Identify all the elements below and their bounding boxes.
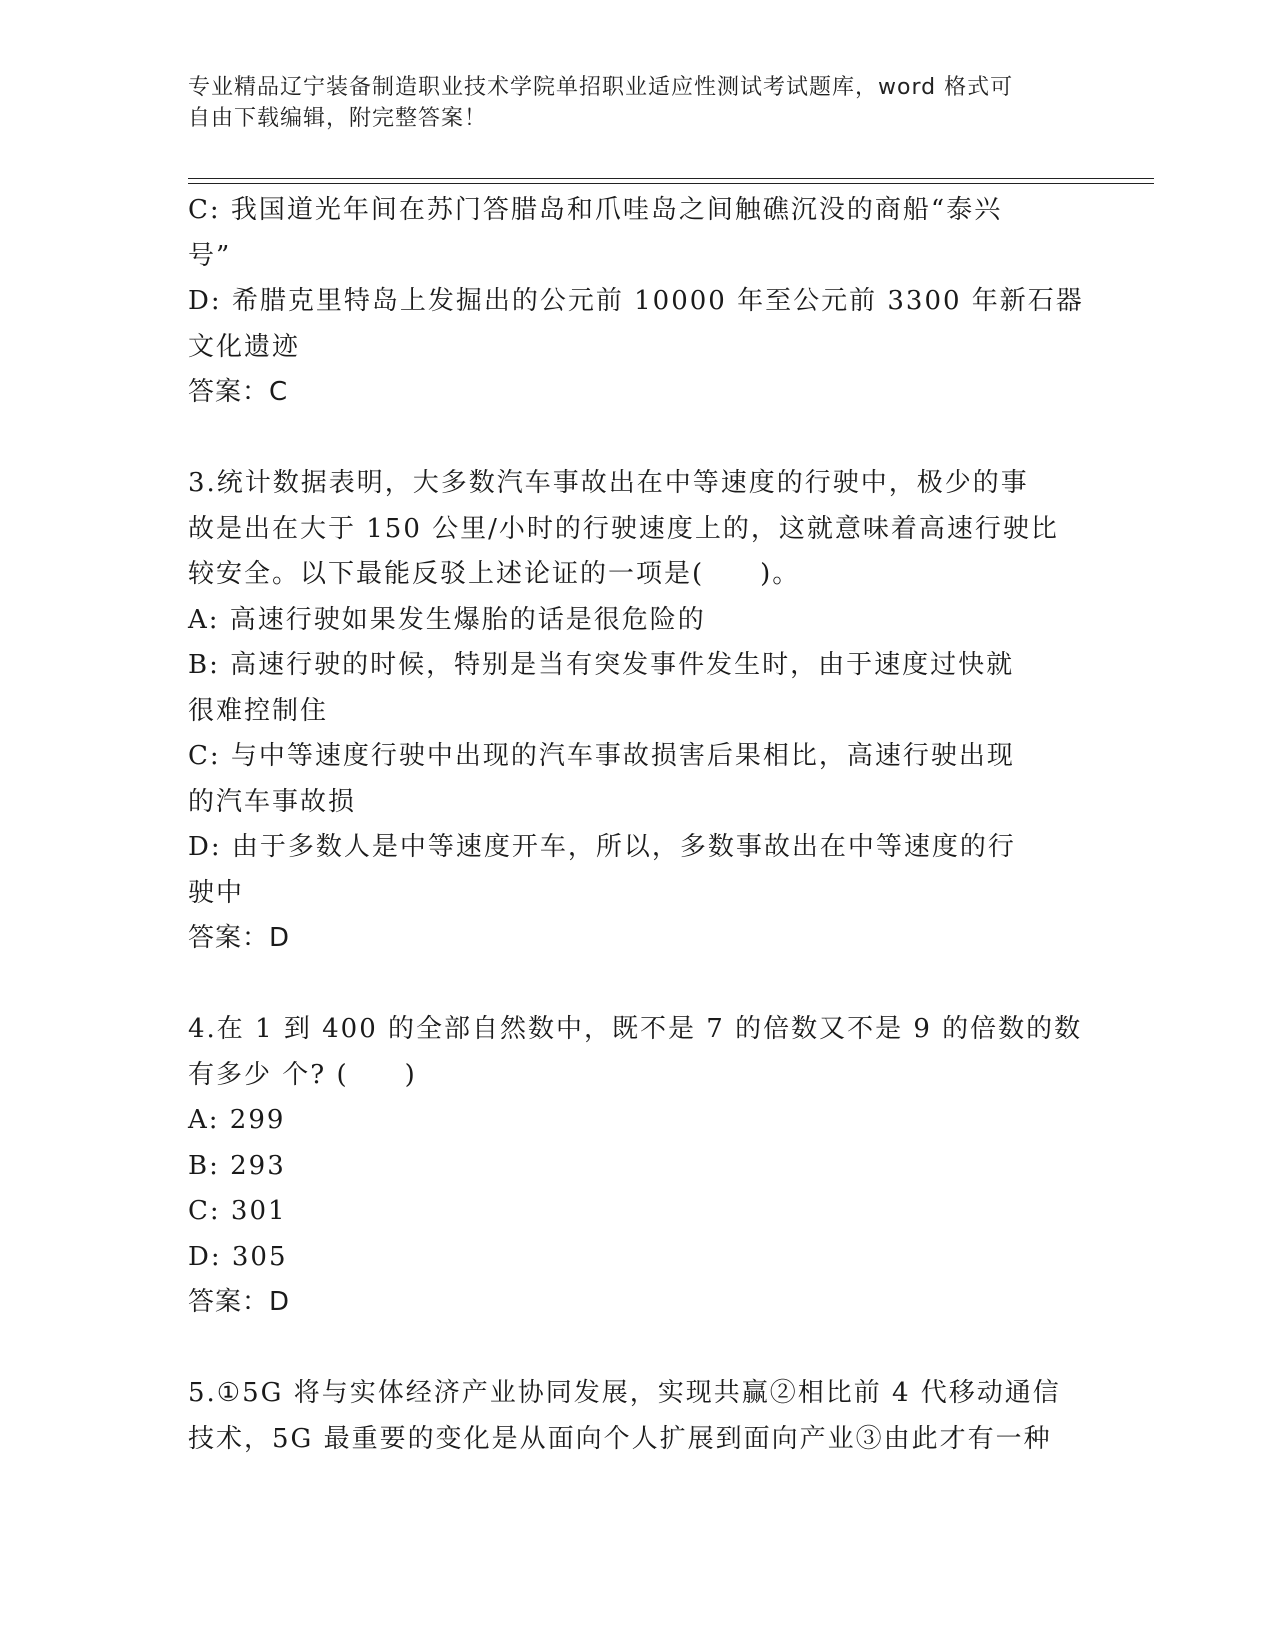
option-d-line-1: D: 希腊克里特岛上发掘出的公元前 10000 年至公元前 3300 年新石器 [188, 286, 1084, 316]
answer-label: 答案：D [188, 923, 291, 953]
option-c-line-1: C: 我国道光年间在苏门答腊岛和爪哇岛之间触礁沉没的商船“泰兴 [188, 195, 1003, 225]
question-2-tail [188, 188, 1088, 416]
question-stem-line-2: 有多少 个? ( ) [188, 1059, 417, 1090]
option-b: B: 293 [188, 1150, 286, 1181]
option-b-line-1: B: 高速行驶的时候，特别是当有突发事件发生时，由于速度过快就 [188, 650, 1015, 680]
option-a: A: 299 [188, 1105, 286, 1135]
option-c: C: 301 [188, 1196, 287, 1226]
option-b-line-2: 很难控制住 [188, 695, 329, 726]
option-a: A: 高速行驶如果发生爆胎的话是很危险的 [188, 604, 706, 635]
header-rule-bottom [188, 183, 1154, 184]
header-rule-top [188, 178, 1154, 179]
question-stem-line-1: 5.①5G 将与实体经济产业协同发展，实现共赢②相比前 4 代移动通信 [188, 1378, 1061, 1408]
answer-label: 答案：C [188, 377, 289, 407]
spacer [188, 1326, 1088, 1372]
spacer [188, 962, 1088, 1008]
option-d-line-2: 驶中 [188, 877, 245, 908]
option-c-line-2: 号” [188, 240, 232, 271]
question-5 [188, 1371, 1088, 1462]
question-stem-line-2: 技术，5G 最重要的变化是从面向个人扩展到面向产业③由此才有一种 [188, 1423, 1052, 1454]
header-line-2: 自由下载编辑，附完整答案！ [188, 106, 488, 131]
question-stem-line-1: 3.统计数据表明，大多数汽车事故出在中等速度的行驶中，极少的事 [188, 468, 1029, 498]
question-3 [188, 461, 1088, 962]
question-stem-line-2: 故是出在大于 150 公里/小时的行驶速度上的，这就意味着高速行驶比 [188, 513, 1059, 544]
header-line-1: 专业精品辽宁装备制造职业技术学院单招职业适应性测试考试题库，word 格式可 [188, 75, 1014, 100]
option-d: D: 305 [188, 1241, 288, 1272]
question-4 [188, 1007, 1088, 1326]
option-d-line-2: 文化遗迹 [188, 331, 301, 362]
option-c-line-2: 的汽车事故损 [188, 786, 357, 817]
question-stem-line-3: 较安全。以下最能反驳上述论证的一项是( )。 [188, 559, 801, 589]
page-header [188, 72, 1068, 134]
option-d-line-1: D: 由于多数人是中等速度开车，所以，多数事故出在中等速度的行 [188, 832, 1016, 862]
answer-label: 答案：D [188, 1287, 291, 1317]
spacer [188, 416, 1088, 462]
document-body [188, 188, 1088, 1462]
option-c-line-1: C: 与中等速度行驶中出现的汽车事故损害后果相比，高速行驶出现 [188, 741, 1015, 771]
question-stem-line-1: 4.在 1 到 400 的全部自然数中，既不是 7 的倍数又不是 9 的倍数的数 [188, 1014, 1083, 1044]
